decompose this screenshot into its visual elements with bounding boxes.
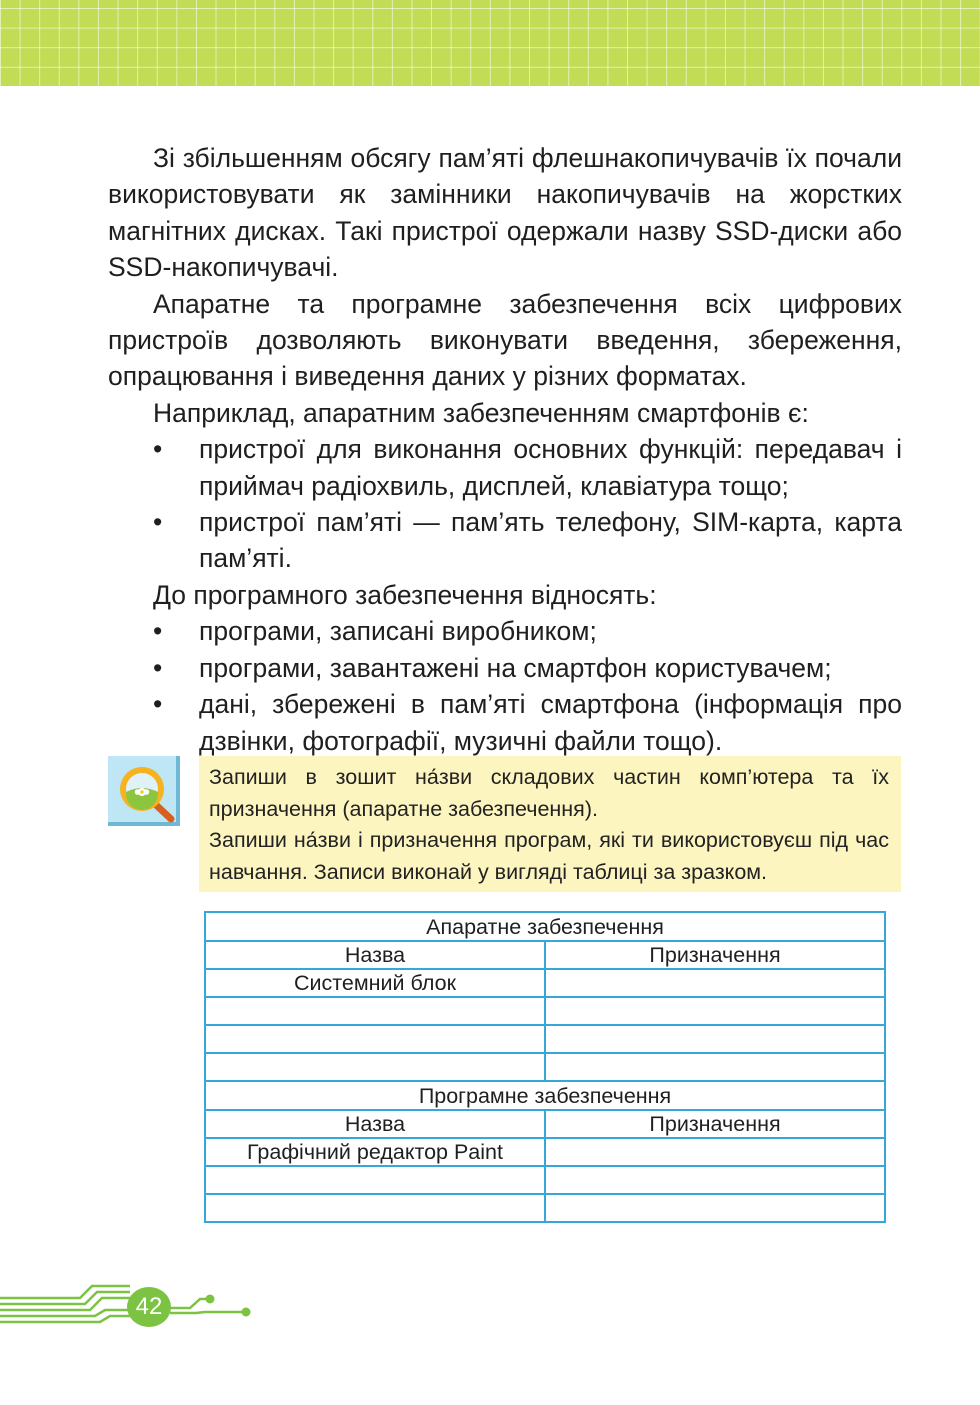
paragraph-ssd: Зі збільшенням обсягу пам’яті флешнакопичувачів їх почали використовувати як замінники накопичувачів на жорстких магнітних дисках. Такі пристрої одержали назву SSD-диски або SSD-накопичувачі. — [108, 143, 902, 283]
header-grid-band — [0, 0, 980, 86]
table-row — [205, 912, 885, 941]
hardware-intro: Наприклад, апаратним забезпеченням смартфонів є: — [153, 397, 809, 428]
empty-cell — [205, 1025, 545, 1053]
list-item — [108, 431, 902, 504]
list-item — [108, 613, 902, 649]
software-hardware-table — [204, 911, 886, 1223]
sample-table — [204, 911, 886, 1223]
bullet-icon: • — [153, 652, 163, 683]
bullet-icon: • — [153, 616, 163, 647]
empty-cell — [205, 997, 545, 1025]
table-row — [205, 997, 885, 1025]
list-item-text: програми, завантажені на смартфон користувачем; — [199, 652, 832, 683]
bullet-icon: • — [153, 434, 163, 465]
task-box — [199, 756, 901, 892]
empty-cell — [205, 1053, 545, 1081]
main-text — [108, 140, 902, 759]
empty-cell — [545, 1166, 885, 1194]
hardware-list — [108, 431, 902, 577]
list-item — [108, 650, 902, 686]
column-header-purpose: Призначення — [545, 941, 885, 969]
table-row — [205, 1053, 885, 1081]
task-line-software: Запиши на́зви і призначення програм, які ти використовуєш під час навчання. Записи виконай у вигляді таблиці за зразком. — [209, 828, 889, 884]
table-row — [205, 1138, 885, 1166]
table-row — [205, 1025, 885, 1053]
empty-cell — [545, 1194, 885, 1222]
table-row — [205, 969, 885, 997]
empty-cell — [545, 969, 885, 997]
empty-cell — [545, 1138, 885, 1166]
table-row — [205, 1081, 885, 1110]
table-row — [205, 1166, 885, 1194]
list-item-text: пристрої пам’яті — пам’ять телефону, SIM-карта, карта пам’яті. — [199, 507, 902, 574]
empty-cell — [545, 1053, 885, 1081]
empty-cell — [205, 1194, 545, 1222]
empty-cell — [545, 997, 885, 1025]
list-item — [108, 686, 902, 759]
list-item-text: пристрої для виконання основних функцій: передавач і приймач радіохвиль, дисплей, клавіатура тощо; — [199, 434, 902, 501]
list-item-text: дані, збережені в пам’яті смартфона (інформація про дзвінки, фотографії, музичні файли тощо). — [199, 689, 902, 756]
column-header-purpose: Призначення — [545, 1110, 885, 1138]
column-header-name: Назва — [205, 1110, 545, 1138]
software-title-cell: Програмне забезпечення — [205, 1081, 885, 1110]
empty-cell — [205, 1166, 545, 1194]
task-line-hardware: Запиши в зошит на́зви складових частин комп’ютера та їх призначення (апаратне забезпечення). — [209, 765, 889, 821]
list-item — [108, 504, 902, 577]
bullet-icon: • — [153, 507, 163, 538]
software-intro: До програмного забезпечення відносять: — [153, 579, 657, 610]
table-row — [205, 1194, 885, 1222]
software-list — [108, 613, 902, 759]
bullet-icon: • — [153, 689, 163, 720]
table-row — [205, 1110, 885, 1138]
hardware-example-cell: Системний блок — [205, 969, 545, 997]
table-row — [205, 941, 885, 969]
page-number: 42 — [127, 1287, 171, 1327]
empty-cell — [545, 1025, 885, 1053]
software-example-cell: Графічний редактор Paint — [205, 1138, 545, 1166]
hardware-title-cell: Апаратне забезпечення — [205, 912, 885, 941]
magnifier-icon — [108, 756, 180, 826]
paragraph-hardware-software: Апаратне та програмне забезпечення всіх цифрових пристроїв дозволяють виконувати введення, збереження, опрацювання і виведення даних у різних форматах. — [108, 288, 902, 392]
list-item-text: програми, записані виробником; — [199, 616, 597, 647]
column-header-name: Назва — [205, 941, 545, 969]
